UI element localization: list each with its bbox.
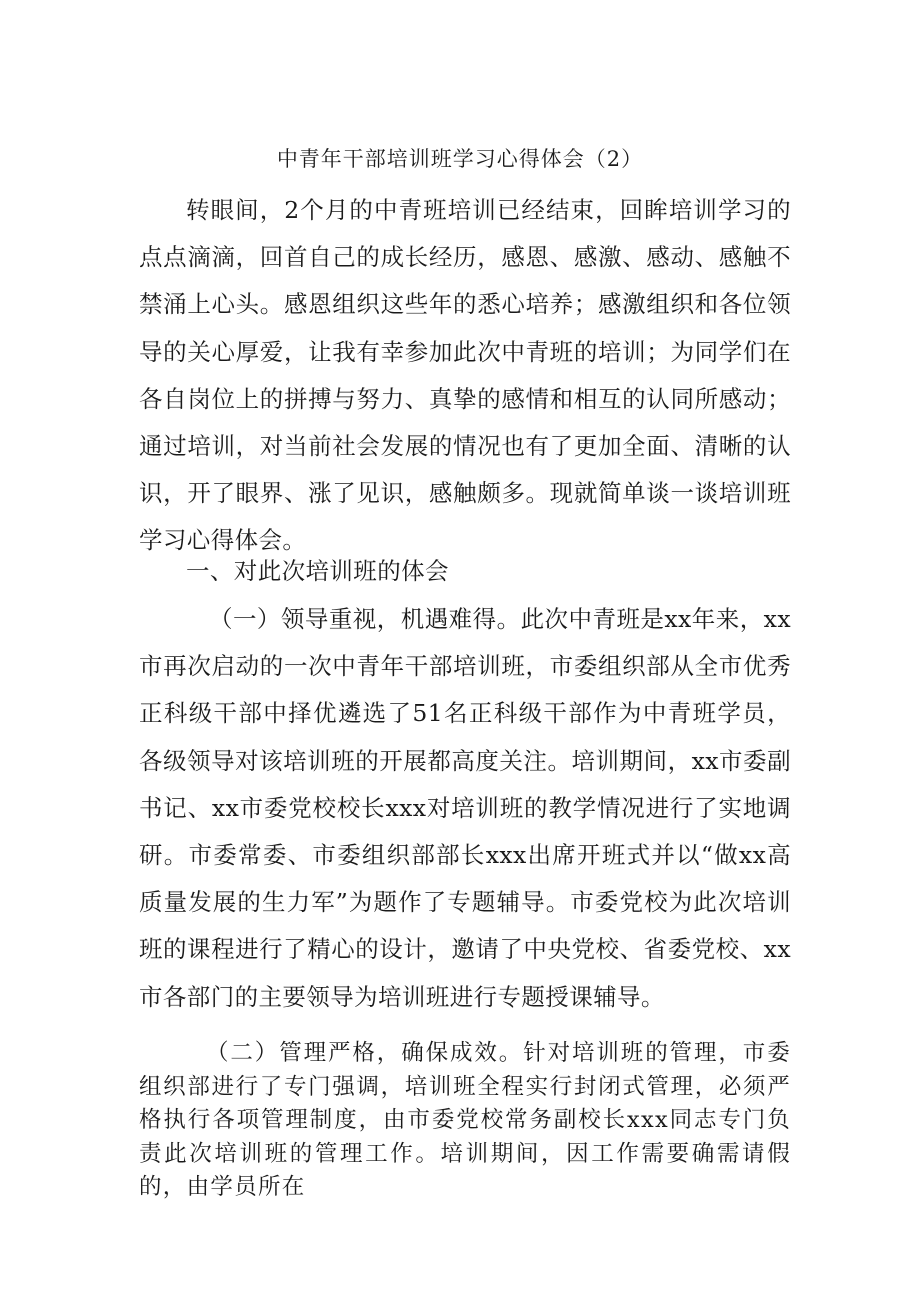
document-title: 中青年干部培训班学习心得体会（2） xyxy=(276,147,644,171)
paragraph-management: （二）管理严格，确保成效。针对培训班的管理，市委组织部进行了专门强调，培训班全程实行封闭式管理，必须严格执行各项管理制度，由市委党校常务副校长xxx同志专门负责此次培训班的管理工作。培训期间，因工作需要确需请假的，由学员所在 xyxy=(139,1040,791,1201)
section-heading: 一、对此次培训班的体会 xyxy=(186,557,449,585)
paragraph-leadership: （一）领导重视，机遇难得。此次中青班是xx年来，xx市再次启动的一次中青年干部培训班，市委组织部从全市优秀正科级干部中择优遴选了51名正科级干部作为中青班学员，各级领导对该培训班的开展都高度关注。培训期间，xx市委副书记、xx市委党校校长xxx对培训班的教学情况进行了实地调研。市委常委、市委组织部部长xxx出席开班式并以“做xx高质量发展的生力军”为题作了专题辅导。市委党校为此次培训班的课程进行了精心的设计，邀请了中央党校、省委党校、xx市各部门的主要领导为培训班进行专题授课辅导。 xyxy=(139,605,791,1011)
paragraph-intro: 转眼间，2个月的中青班培训已经结束，回眸培训学习的点点滴滴，回首自己的成长经历，感恩、感激、感动、感触不禁涌上心头。感恩组织这些年的悉心培养；感激组织和各位领导的关心厚爱，让我有幸参加此次中青班的培训；为同学们在各自岗位上的拼搏与努力、真挚的感情和相互的认同所感动；通过培训，对当前社会发展的情况也有了更加全面、清晰的认识，开了眼界、涨了见识，感触颇多。现就简单谈一谈培训班学习心得体会。 xyxy=(139,196,791,555)
